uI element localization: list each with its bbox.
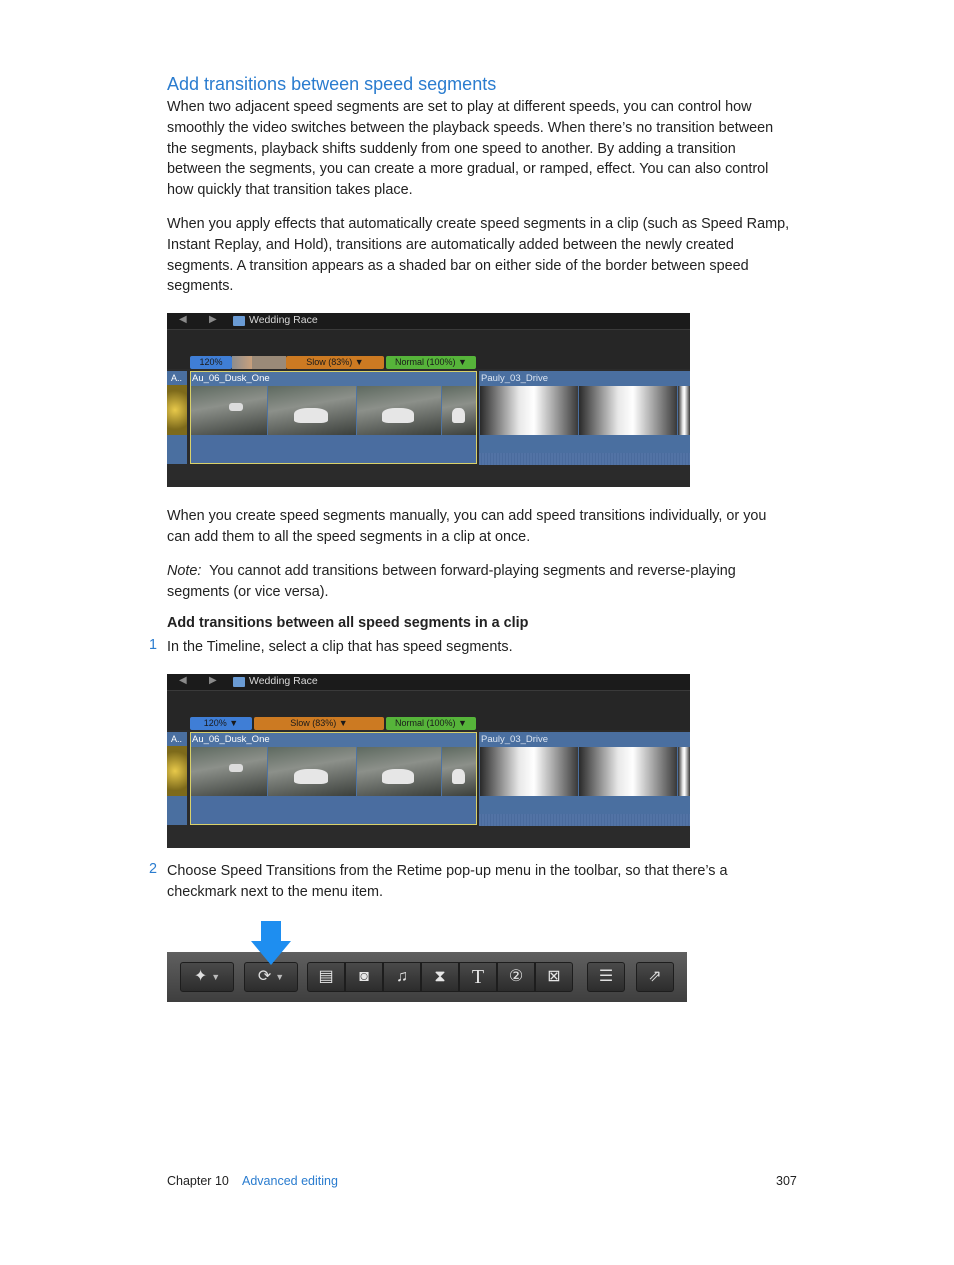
toolbar-screenshot (167, 952, 687, 1002)
transitions-icon[interactable]: ⧗ (421, 962, 459, 992)
project-title: Wedding Race (249, 675, 318, 687)
forward-arrow-icon[interactable]: ▶ (209, 675, 217, 686)
timeline-toolbar (167, 313, 690, 330)
clip-right-label: Pauly_03_Drive (481, 734, 549, 745)
speed-segment-normal[interactable]: Normal (100%) ▼ (386, 717, 476, 730)
back-arrow-icon[interactable]: ◀ (179, 314, 187, 325)
clapperboard-icon (233, 316, 245, 326)
music-icon[interactable]: ♫ (383, 962, 421, 992)
clip-thumbnail (480, 386, 578, 435)
speed-segment-fast[interactable]: 120% (190, 356, 232, 369)
inspector-icon[interactable]: ☰ (587, 962, 625, 992)
themes-icon[interactable]: ⊠ (535, 962, 573, 992)
clip-thumbnail (442, 747, 476, 796)
speed-segment-fast[interactable]: 120% ▼ (190, 717, 252, 730)
clip-audio (191, 796, 476, 824)
manual-segments-paragraph: When you create speed segments manually, you can add speed transitions individually, or you can add them to all the speed segments in a clip at once. (167, 508, 767, 545)
timeline-screenshot-2 (167, 674, 690, 848)
forward-arrow-icon[interactable]: ▶ (209, 314, 217, 325)
step-text: Choose Speed Transitions from the Retime pop-up menu in the toolbar, so that there’s a checkmark next to the menu item. (167, 863, 728, 900)
clip-thumbnail (191, 747, 267, 796)
section-heading: Add transitions between speed segments (167, 74, 497, 94)
clip-main-label: Au_06_Dusk_One (192, 734, 270, 745)
clip-left-label: A.. (171, 734, 183, 744)
clip-main-label: Au_06_Dusk_One (192, 373, 270, 384)
step-text: In the Timeline, select a clip that has speed segments. (167, 639, 513, 655)
clapperboard-icon (233, 677, 245, 687)
browser-icon[interactable]: ▤ (307, 962, 345, 992)
speed-transition-bar[interactable] (252, 356, 286, 369)
retime-icon[interactable]: ⟳ ▼ (244, 962, 298, 992)
back-arrow-icon[interactable]: ◀ (179, 675, 187, 686)
clip-thumbnail (268, 386, 356, 435)
speed-transition-bar[interactable] (232, 356, 252, 369)
clip-thumbnail (357, 747, 441, 796)
audio-waveform (479, 814, 690, 826)
clip-thumbnail (357, 386, 441, 435)
clip-audio (191, 435, 476, 463)
automatic-transitions-paragraph: When you apply effects that automatically create speed segments in a clip (such as Speed Ramp, Instant Replay, and Hold), transitions are automatically added between the newly created segments. A transition appears as a shaded bar on either side of the border between speed segments. (167, 216, 790, 295)
audio-waveform (479, 453, 690, 465)
clip-thumbnail (480, 747, 578, 796)
blue-down-arrow-icon (251, 921, 291, 965)
clip-thumbnail (268, 747, 356, 796)
clip-right-label: Pauly_03_Drive (481, 373, 549, 384)
timeline-screenshot-1 (167, 313, 690, 487)
clip-thumbnail (678, 747, 690, 796)
clip-thumbnail (442, 386, 476, 435)
photos-icon[interactable]: ◙ (345, 962, 383, 992)
intro-paragraph: When two adjacent speed segments are set to play at different speeds, you can control how smoothly the video switches between the playback speeds. When there’s no transition between the segments, playback shifts suddenly from one speed to another. By adding a transition between the segments, you can create a more gradual, or ramped, effect. You can also control how quickly that transition takes place. (167, 99, 774, 199)
generators-icon[interactable]: ② (497, 962, 535, 992)
clip-thumbnail (678, 386, 690, 435)
clip-left-thumbnail (167, 385, 187, 435)
page-number: 307 (776, 1174, 797, 1188)
speed-segment-normal[interactable]: Normal (100%) ▼ (386, 356, 476, 369)
footer-chapter-title[interactable]: Advanced editing (242, 1174, 338, 1188)
timeline-toolbar (167, 674, 690, 691)
speed-segment-slow[interactable]: Slow (83%) ▼ (254, 717, 384, 730)
project-title: Wedding Race (249, 314, 318, 326)
step-number: 1 (149, 637, 158, 653)
clip-thumbnail (579, 747, 677, 796)
enhance-wand-icon[interactable]: ✦ ▼ (180, 962, 234, 992)
titles-icon[interactable]: T (459, 962, 497, 992)
clip-thumbnail (579, 386, 677, 435)
task-heading: Add transitions between all speed segments in a clip (167, 615, 529, 631)
clip-left-label: A.. (171, 373, 183, 383)
clip-left-thumbnail (167, 746, 187, 796)
clip-thumbnail (191, 386, 267, 435)
footer-chapter: Chapter 10 (167, 1174, 229, 1188)
note-label: Note: (167, 563, 202, 579)
note-paragraph (167, 561, 792, 603)
share-icon[interactable]: ⇗ (636, 962, 674, 992)
note-text: You cannot add transitions between forward-playing segments and reverse-playing segments (or vice versa). (167, 563, 736, 600)
step-number: 2 (149, 861, 158, 877)
speed-segment-slow[interactable]: Slow (83%) ▼ (286, 356, 384, 369)
